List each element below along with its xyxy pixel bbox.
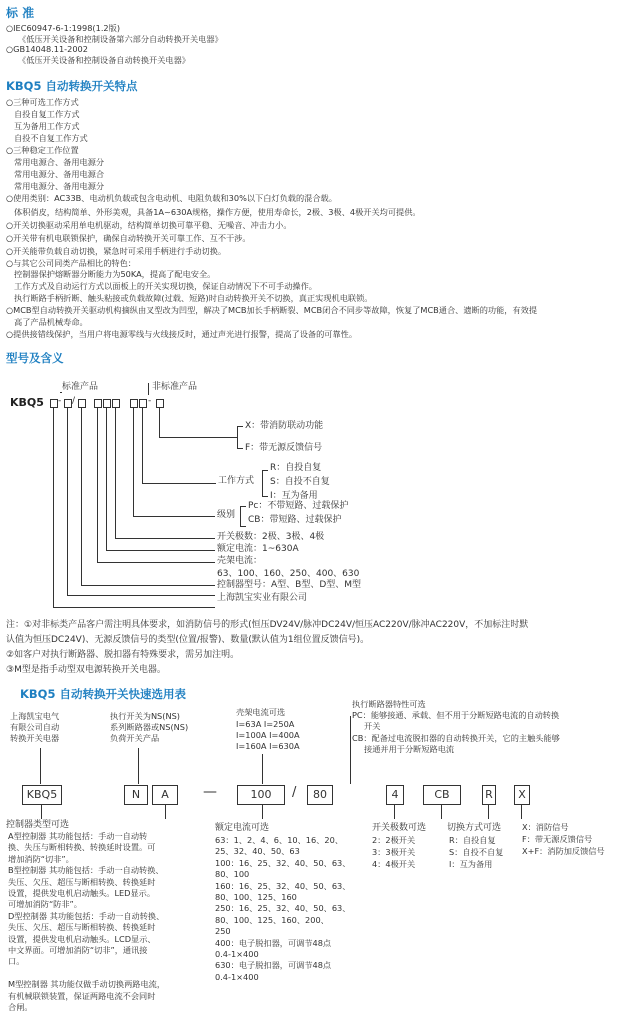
connector-line [53,408,54,607]
exec-line: 负荷开关产品 [110,733,160,743]
connector-line [40,748,41,784]
feature-line: 工作方式及自动运行方式以面板上的开关实现切换，保证自动情况下不可手动操作。 [14,281,317,291]
pc-line: 开关 [364,721,381,731]
dash: - [58,396,62,406]
poles-line: 4：4极开关 [372,859,416,869]
switch-line: S：自投不自复 [449,847,504,857]
frame-values: 63、100、160、250、400、630 [217,569,360,579]
level-item: CB：带短路、过载保护 [248,515,342,525]
ctrl-line: 有机械联锁装置，保证两路电流不会同时 [8,990,156,1001]
rated-line: 250：16、25、32、40、50、63、 [215,903,351,914]
connector-line [394,805,395,819]
rated-title: 额定电流可选 [215,823,270,833]
exec-line: 执行开关为NS(NS) [110,711,180,721]
selection-box: A [152,785,178,805]
ctrl-line: 中文界面。可增加消防“切非”，通讯接 [8,945,148,955]
ctrl-line: 换、失压与断相转换、转换延时设置。可 [8,842,156,853]
connector-line [67,408,68,595]
selection-box: 100 [237,785,285,805]
selection-box: KBQ5 [22,785,62,805]
rated-text: 额定电流：1~630A [217,544,299,554]
connector-line [115,408,116,538]
features-title: KBQ5 自动转换开关特点 [6,79,138,93]
code-box [156,399,164,408]
connector-line [237,426,238,448]
ctrl-line: 失压、欠压、超压与断相转换、转换延时 [8,876,156,887]
connector-line [521,805,522,819]
model-prefix: KBQ5 [10,396,44,409]
cb-line: 接通并用于分断短路电流 [364,744,455,754]
connector-line [240,526,246,527]
connector-line [159,437,237,438]
company-line: 有限公司自动 [10,722,60,732]
feature-line: ○提供接错线保护，当用户将电源零线与火线接反时，通过声光进行报警，提高了设备的可靠性。 [6,329,358,339]
connector-line [159,408,160,437]
code-box [139,399,147,408]
poles-title: 开关极数可选 [372,823,427,833]
connector-line [41,805,42,819]
code-box [78,399,86,408]
frame-line: I=160A I=630A [236,741,300,751]
connector-line [97,408,98,562]
standard-line: ○IEC60947-6-1:1998(1.2版) [6,23,121,33]
rated-line: 160：16、25、32、40、50、63、 [215,880,351,891]
mode-item: I：互为备用 [270,491,318,501]
code-box [94,399,102,408]
company-line: 上海凯宝电气 [10,711,60,721]
ctrl-line: 合闸。 [8,1002,33,1012]
selection-box: N [124,785,148,805]
dash: — [203,784,217,800]
connector-line [142,483,216,484]
feature-line: ○三种可选工作方式 [6,97,79,107]
feature-line: 常用电源合、备用电源分 [14,157,105,167]
ctrl-text: 控制器型号：A型、B型、D型、M型 [217,580,362,590]
connector-line [106,550,215,551]
exec-breaker-title: 执行断路器特性可选 [352,699,426,709]
signal-line: X：消防信号 [522,822,569,832]
selection-box: CB [423,785,461,805]
feature-line: 自投不自复工作方式 [14,133,88,143]
frame-line: I=100A I=400A [236,730,300,740]
standards-title: 标 准 [6,6,35,20]
ctrl-line: 增加消防“切非”。 [8,853,74,864]
connector-line [262,496,268,497]
slash: / [292,785,297,800]
mode-label: 工作方式 [218,476,255,486]
feature-line: 执行断路手柄折断、触头粘接或负载故障(过载、短路)时自动转换开关不切换，真正实现机电联锁。 [14,293,373,303]
connector-line [488,805,489,819]
note-line: ②如客户对执行断路器、脱扣器有特殊要求，需另加注明。 [6,650,240,660]
feature-line: ○开关切换驱动采用单电机驱动，结构简单切换可靠平稳、无噪音、冲击力小。 [6,220,292,230]
nonstandard-product-label: 非标准产品 [152,382,198,392]
selection-box: 4 [386,785,404,805]
frame-line: I=63A I=250A [236,719,295,729]
connector-line [240,506,246,507]
switch-title: 切换方式可选 [447,823,502,833]
option-f: F：带无源反馈信号 [245,443,323,453]
model-title: 型号及含义 [6,351,64,365]
ctrl-line: M型控制器 其功能仅做手动切换两路电流， [8,979,166,990]
cb-line: CB：配备过电流脱扣器的自动转换开关，它的主触头能够 [352,733,560,743]
option-x: X：带消防联动功能 [245,421,324,431]
code-box [103,399,111,408]
feature-line: ○与其它公司同类产品相比的特色： [6,258,136,268]
selection-box: X [514,785,530,805]
connector-line [81,408,82,585]
company-text: 上海凯宝实业有限公司 [217,593,308,603]
connector-line [237,426,243,427]
poles-line: 3：3极开关 [372,847,416,857]
mode-item: R：自投自复 [270,463,322,473]
rated-line: 63：1、2、4、6、10、16、20、 [215,835,344,845]
feature-line: ○开关能带负载自动切换，紧急时可采用手柄进行手动切换。 [6,246,227,256]
rated-line: 80、100 [215,869,250,880]
feature-line: 互为备用工作方式 [14,121,80,131]
code-box [64,399,72,408]
ctrl-line: 设置，提供发电机启动触头。LED显示。 [8,888,156,898]
connector-line [350,716,351,784]
switch-line: I：互为备用 [449,859,493,869]
connector-line [97,562,215,563]
rated-line: 630：电子脱扣器，可调节48点 [215,960,332,971]
standard-product-label: 标准产品 [62,382,99,392]
feature-line: 常用电源分、备用电源分 [14,181,105,191]
connector-line [115,538,215,539]
quick-title: KBQ5 自动转换开关快速选用表 [20,687,186,701]
rated-line: 250 [215,926,231,937]
poles-text: 开关极数：2极、3极、4极 [217,532,325,542]
selection-box: R [482,785,496,805]
ctrl-line: A型控制器 其功能包括：手动一自动转 [8,831,148,841]
frame-label: 壳架电流： [217,556,263,566]
feature-line: 体积俏皮，结构简单、外形美观，具备1A~630A规格，操作方便，使用寿命长，2极、3极、4极开关均可提供。 [14,207,421,217]
rated-line: 80、100、125、160、200、 [215,914,329,925]
note-line: ③M型是指手动型双电源转换开关电器。 [6,665,166,675]
rated-line: 0.4-1×400 [215,949,259,959]
connector-line [67,595,215,596]
connector-line [262,470,268,471]
feature-line: ○使用类别：AC33B、电动机负载或包含电动机、电阻负载和30%以下白灯负载的混合载。 [6,193,337,203]
connector-line [165,805,166,819]
connector-line [53,607,215,608]
standard-line: 《低压开关设备和控制设备第六部分自动转换开关电器》 [18,33,223,44]
company-line: 转换开关电器 [10,733,60,743]
dash: - [148,396,152,406]
connector-line [142,408,143,483]
connector-line [262,470,263,496]
frame-title: 壳架电流可选 [236,707,286,717]
standard-line: 《低压开关设备和控制设备自动转换开关电器》 [18,54,190,65]
connector-line [138,748,139,784]
rated-line: 0.4-1×400 [215,971,259,982]
feature-line: ○开关带有机电联锁保护，确保自动转换开关可靠工作、互不干涉。 [6,233,251,243]
switch-line: R：自投自复 [449,835,496,845]
connector-line [262,805,263,819]
ctrl-line: 口。 [8,956,25,967]
connector-line [237,448,243,449]
ctrl-line: 设置，提供发电机启动触头。LCD显示、 [8,933,156,944]
feature-line: 自投自复工作方式 [14,109,80,119]
code-box [130,399,138,408]
ctrl-line: B型控制器 其功能包括：手动一自动转换、 [8,865,164,876]
connector-line [106,408,107,550]
code-box [112,399,120,408]
code-box [50,399,58,408]
ctrl-title: 控制器类型可选 [6,820,70,830]
connector-line [133,408,134,516]
connector-line [240,506,241,526]
ctrl-line: D型控制器 其功能包括：手动一自动转换、 [8,910,165,921]
rated-line: 25、32、40、50、63 [215,846,300,857]
ctrl-line: 失压、欠压、超压与断相转换、转换延时 [8,922,156,933]
rated-line: 80、100、125、160 [215,892,297,902]
note-line: 注：①对非标类产品客户需注明具体要求，如消防信号的形式(恒压DV24V/脉冲DC24V/恒压AC220V/脉冲AC220V，不加标注时默 [6,620,529,630]
mode-item: S：自投不自复 [270,477,330,487]
connector-line [441,805,442,819]
ctrl-line: 可增加消防“防非”。 [8,899,82,910]
connector-line [262,754,263,784]
level-label: 级别 [217,510,236,520]
connector-line [133,516,215,517]
rated-line: 400：电子脱扣器，可调节48点 [215,937,332,948]
note-line: 认值为恒压DC24V)、无源反馈信号的类型(位置/报警)、数量(默认值为1组位置反馈信号)。 [6,635,370,645]
pc-line: PC：能够接通、承载、但不用于分断短路电流的自动转换 [352,710,560,720]
exec-line: 系列断路器或NS(NS) [110,722,189,732]
feature-line: 高了产品机械寿命。 [14,317,88,327]
selection-box: 80 [307,785,333,805]
level-item: Pc：不带短路、过载保护 [248,501,349,511]
feature-line: ○三种稳定工作位置 [6,145,79,155]
poles-line: 2：2极开关 [372,835,416,845]
rated-line: 100：16、25、32、40、50、63、 [215,857,351,868]
feature-line: 常用电源分、备用电源合 [14,169,105,179]
feature-line: 控制器保护熔断器分断能力为50KA，提高了配电安全。 [14,269,216,279]
signal-line: F：带无源反馈信号 [522,834,593,844]
connector-line [81,585,215,586]
signal-line: X+F：消防加反馈信号 [522,846,605,856]
feature-line: ○MCB型自动转换开关驱动机构摘纵由叉型改为凹型，解决了MCB加长手柄断裂、MCB闭合不同步等故障，恢复了MCB通合、遗断的功能，有效提 [6,305,538,315]
standard-line: ○GB14048.11-2002 [6,44,88,54]
slash: / [72,396,76,406]
